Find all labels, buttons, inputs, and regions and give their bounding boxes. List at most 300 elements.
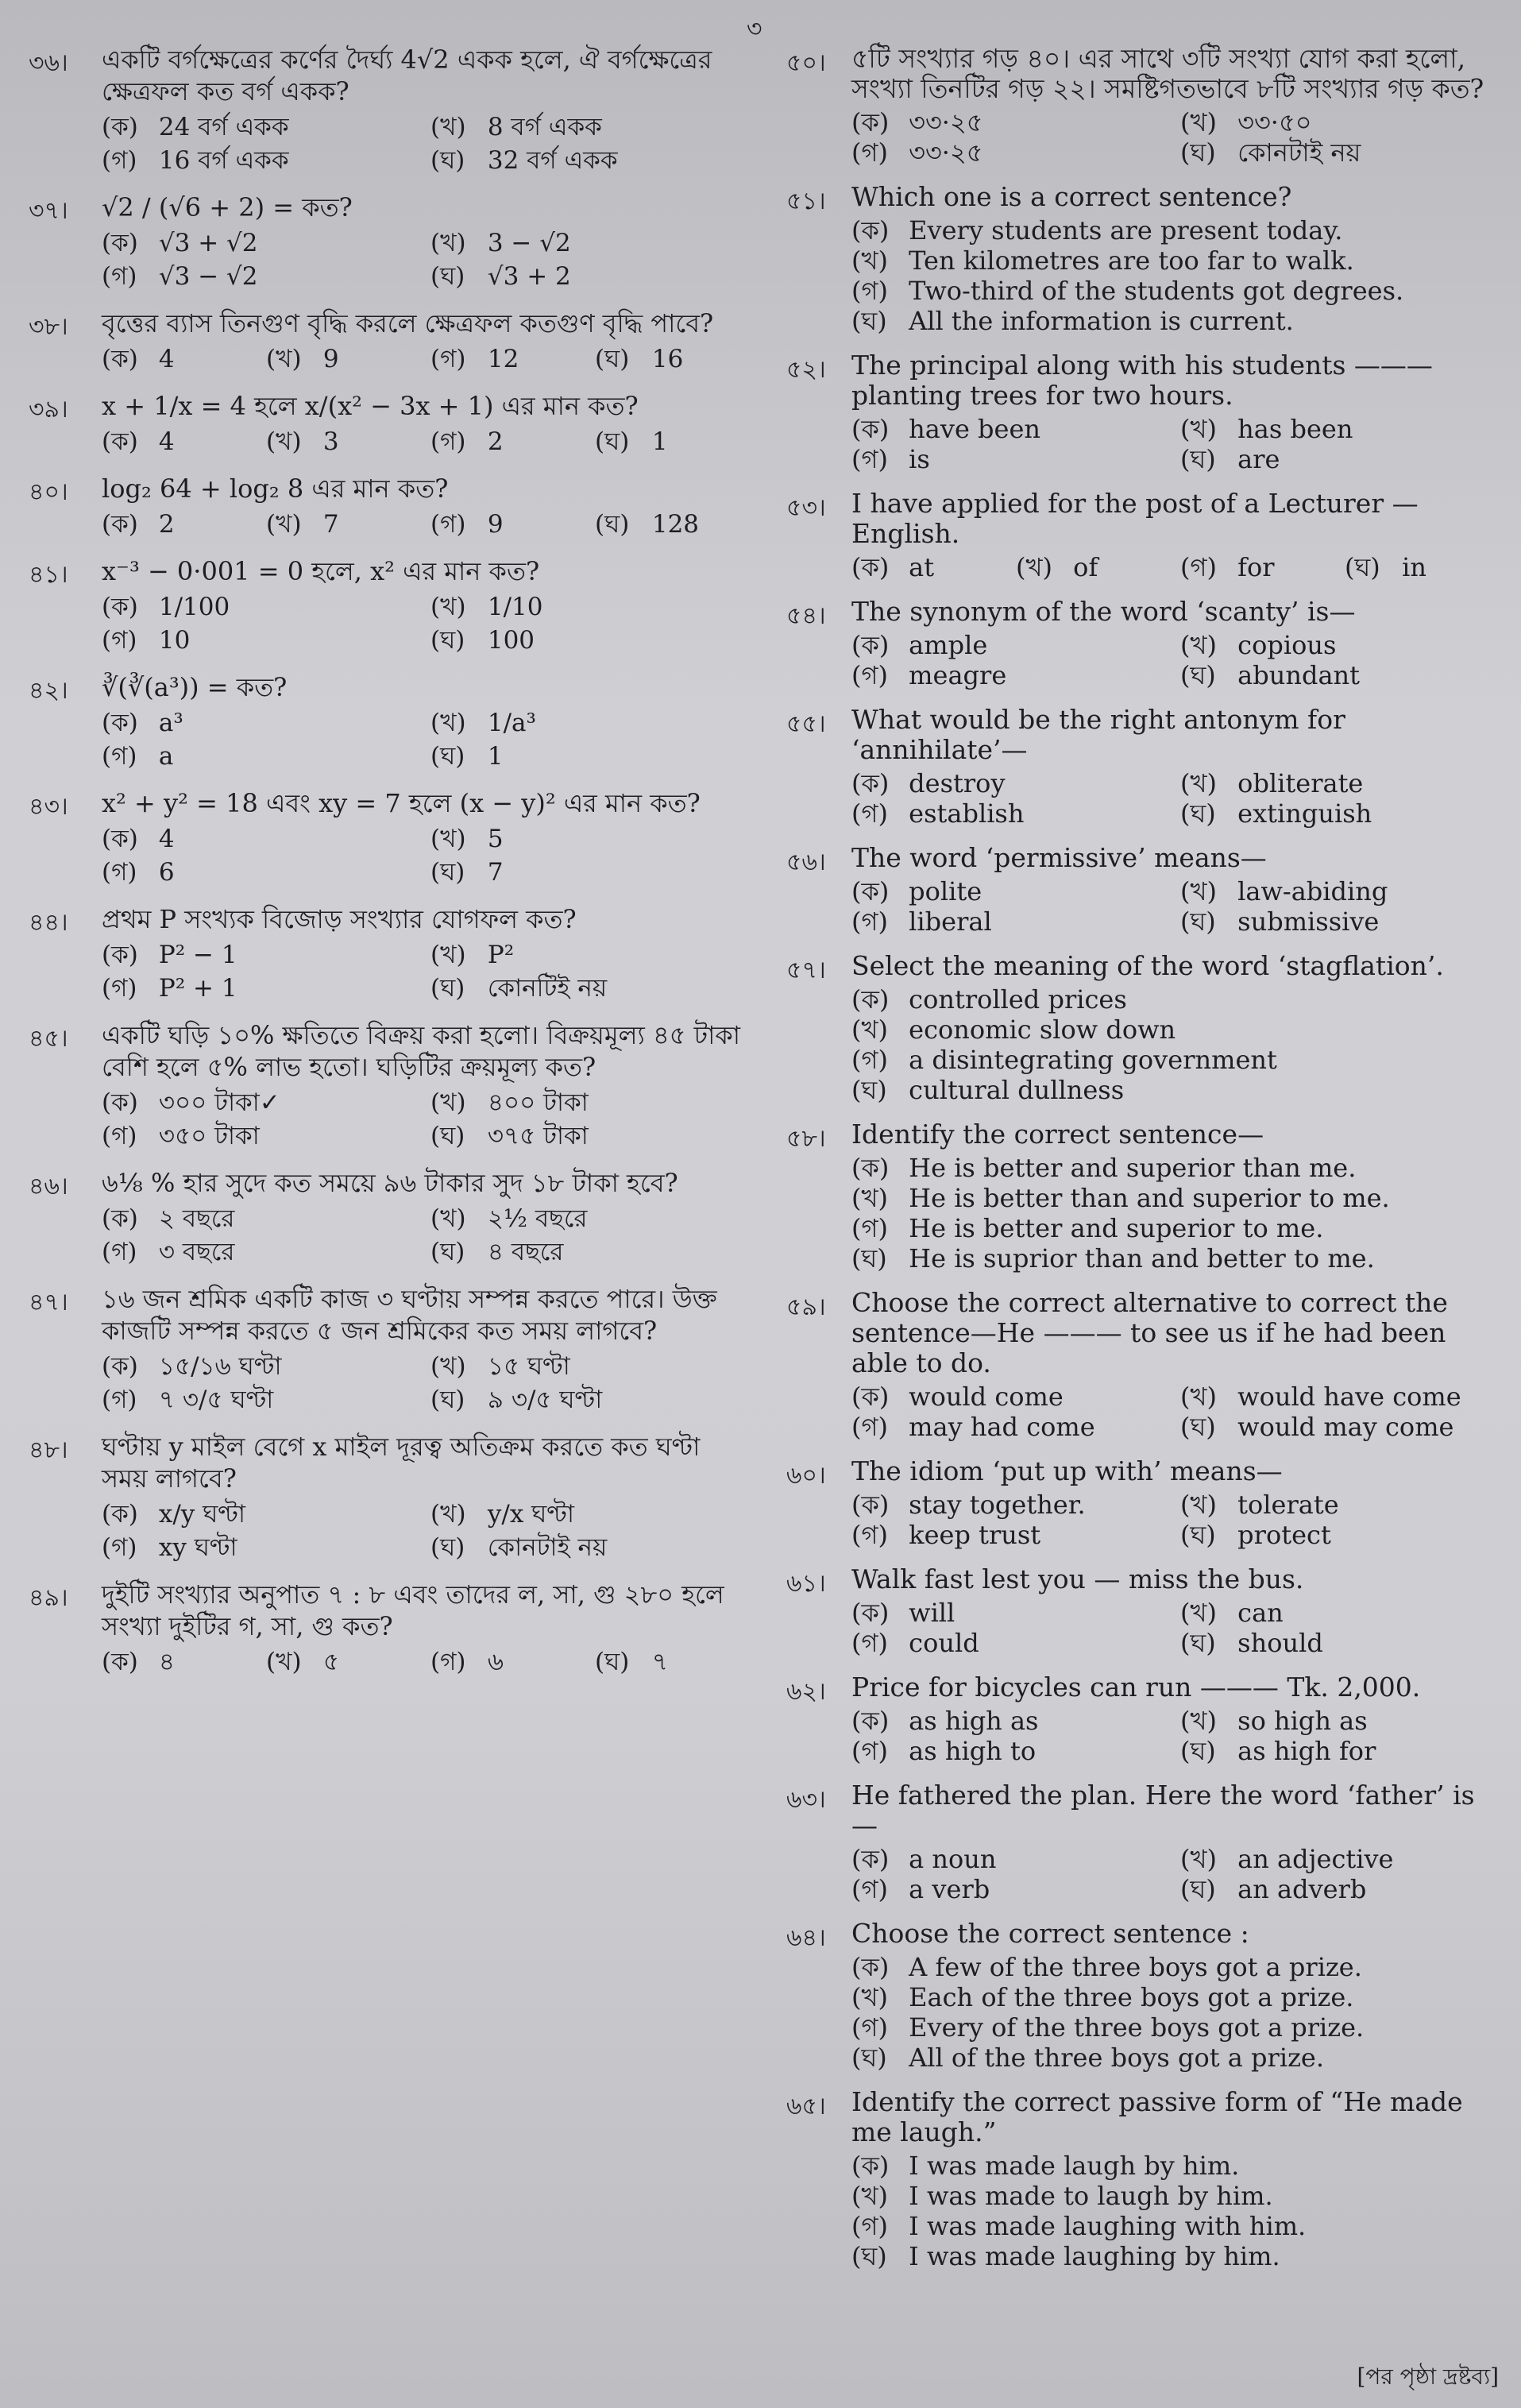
option-text: a [158, 742, 174, 771]
question-number: ৫১। [786, 187, 826, 215]
options-list [851, 768, 1493, 829]
options-list [102, 706, 743, 773]
option-label: (ক) [851, 215, 890, 245]
option [851, 1382, 1164, 1412]
option-text: P² [487, 941, 515, 969]
option [1180, 1874, 1493, 1904]
option-text: Every students are present today. [909, 215, 1343, 245]
option-label: (খ) [430, 1500, 466, 1529]
option [595, 508, 743, 541]
option-text: A few of the three boys got a prize. [909, 1952, 1362, 1982]
option [595, 342, 743, 376]
question-number: ৫৪। [786, 602, 826, 630]
option-label: (ক) [102, 345, 138, 373]
option-label: (গ) [851, 276, 888, 306]
option [102, 972, 415, 1005]
option [266, 1645, 415, 1679]
option [102, 1498, 415, 1531]
option-label: (ক) [851, 768, 890, 798]
options-list [851, 1382, 1493, 1442]
question-number: ৬২। [786, 1678, 826, 1706]
option [851, 1183, 1493, 1213]
option [1180, 630, 1493, 660]
option [102, 260, 415, 293]
question-number: ৪৯। [29, 1584, 68, 1612]
option-text: কোনটাই নয় [487, 1533, 608, 1562]
option-label: (গ) [102, 1533, 137, 1562]
question [29, 307, 743, 376]
options-list [851, 984, 1493, 1105]
option [430, 1645, 579, 1679]
question-number: ৫৮। [786, 1125, 826, 1153]
option [1180, 1736, 1493, 1766]
option-label: (ক) [851, 2151, 890, 2181]
option-text: are [1237, 444, 1280, 474]
question-text: x + 1/x = 4 হলে x/(x² − 3x + 1) এর মান কত? [102, 391, 639, 421]
question-text: Walk fast lest you — miss the bus. [851, 1563, 1304, 1594]
option-label: (ঘ) [430, 146, 465, 175]
option-text: 1 [651, 427, 668, 456]
option-text: 4 [158, 825, 175, 853]
option-label: (গ) [851, 2211, 888, 2241]
option-text: meagre [909, 660, 1007, 690]
option-label: (ক) [102, 593, 138, 621]
question-text: What would be the right antonym for ‘annihilate’— [851, 704, 1345, 765]
option-label: (গ) [851, 1412, 888, 1442]
option-text: I was made laughing by him. [909, 2241, 1280, 2271]
option-label: (ঘ) [1180, 137, 1216, 168]
option-label: (ক) [851, 1598, 890, 1628]
option [430, 1202, 743, 1235]
question-text: Price for bicycles can run ——— Tk. 2,000. [851, 1672, 1421, 1703]
option-label: (ঘ) [1180, 1736, 1216, 1766]
option-text: I was made laughing with him. [909, 2211, 1307, 2241]
option-text: has been [1237, 414, 1353, 444]
question-text: ১৬ জন শ্রমিক একটি কাজ ৩ ঘণ্টায় সম্পন্ন করতে পারে। উক্ত কাজটি সম্পন্ন করতে ৫ জন শ্রমিকের কত সময় লাগবে? [102, 1284, 717, 1346]
option [1180, 1520, 1493, 1550]
option [851, 2151, 1493, 2181]
question-text: একটি বর্গক্ষেত্রের কর্ণের দৈর্ঘ্য 4√2 একক হলে, ঐ বর্গক্ষেত্রের ক্ষেত্রফল কত বর্গ একক? [102, 44, 712, 106]
option [1180, 906, 1493, 937]
option [851, 768, 1164, 798]
question-text: Select the meaning of the word ‘stagflation’. [851, 950, 1444, 981]
question [29, 903, 743, 1005]
option [851, 876, 1164, 906]
option-label: (গ) [102, 1122, 137, 1150]
question-text: He fathered the plan. Here the word ‘father’ is— [851, 1780, 1475, 1841]
option-label: (ক) [102, 510, 138, 539]
question [29, 1283, 743, 1417]
option-text: will [909, 1598, 955, 1628]
option [102, 938, 415, 972]
option [851, 798, 1164, 829]
option-text: কোনটিই নয় [487, 974, 608, 1003]
option [102, 856, 415, 889]
option [102, 144, 415, 177]
question-text: Choose the correct alternative to correct the sentence—He ——— to see us if he had been able to do. [851, 1287, 1448, 1378]
question-text: প্রথম P সংখ্যক বিজোড় সংখ্যার যোগফল কত? [102, 904, 577, 934]
option-text: in [1402, 552, 1427, 582]
option-text: ৩০০ টাকা✓ [158, 1088, 280, 1117]
option-label: (খ) [1180, 107, 1217, 137]
left-column [29, 44, 743, 1693]
options-list [102, 425, 743, 458]
option-label: (খ) [430, 1352, 466, 1381]
option-text: should [1237, 1628, 1323, 1658]
option-text: Every of the three boys got a prize. [909, 2012, 1365, 2043]
option-text: 9 [322, 345, 339, 373]
option-label: (ক) [851, 1844, 890, 1874]
option-label: (ঘ) [851, 306, 887, 336]
option-text: 128 [651, 510, 700, 539]
question [29, 191, 743, 293]
option-label: (খ) [266, 345, 302, 373]
question-text: ৬⅛ % হার সুদে কত সময়ে ৯৬ টাকার সুদ ১৮ টাকা হবে? [102, 1168, 678, 1198]
options-list [851, 414, 1493, 474]
option-label: (ক) [102, 1648, 138, 1676]
question-text: x² + y² = 18 এবং xy = 7 হলে (x − y)² এর মান কত? [102, 788, 701, 818]
option-text: P² − 1 [158, 941, 237, 969]
option-text: ২½ বছরে [487, 1204, 588, 1233]
option-label: (খ) [430, 709, 466, 737]
option-label: (ক) [851, 552, 890, 582]
option-label: (খ) [1016, 552, 1052, 582]
options-list [102, 226, 743, 293]
question [786, 1672, 1493, 1766]
option-label: (গ) [102, 742, 137, 771]
option [102, 1235, 415, 1269]
option [430, 226, 743, 260]
question-number: ৪৬। [29, 1173, 68, 1200]
option-text: I was made laugh by him. [909, 2151, 1240, 2181]
option-label: (ক) [851, 107, 890, 137]
option-label: (ক) [102, 229, 138, 257]
option [851, 414, 1164, 444]
option-text: would come [909, 1382, 1064, 1412]
option-text: ৩ বছরে [158, 1238, 235, 1266]
option-text: economic slow down [909, 1015, 1176, 1045]
option-label: (ঘ) [430, 626, 465, 655]
option [851, 2043, 1493, 2073]
question [786, 705, 1493, 829]
option-text: an adjective [1237, 1844, 1394, 1874]
option-label: (ঘ) [1180, 660, 1216, 690]
option [1345, 552, 1493, 582]
option-label: (গ) [102, 1238, 137, 1266]
question-number: ৬১। [786, 1570, 826, 1598]
options-list [102, 1498, 743, 1564]
option [102, 740, 415, 773]
option-text: ৫ [322, 1648, 339, 1676]
option [851, 1153, 1493, 1183]
option-text: Ten kilometres are too far to walk. [909, 245, 1354, 276]
option-label: (ক) [102, 1352, 138, 1381]
options-list [851, 630, 1493, 690]
option [102, 1119, 415, 1153]
option [851, 215, 1493, 245]
option-label: (ঘ) [851, 1243, 887, 1274]
option-text: extinguish [1237, 798, 1372, 829]
question-number: ৪৭। [29, 1289, 68, 1316]
option [430, 1383, 743, 1417]
question-text: log₂ 64 + log₂ 8 এর মান কত? [102, 473, 449, 504]
question [29, 1019, 743, 1153]
question-number: ৪৫। [29, 1025, 68, 1053]
option [102, 342, 250, 376]
option-text: √3 + √2 [158, 229, 258, 257]
option [102, 624, 415, 657]
option [595, 425, 743, 458]
question-number: ৫৭। [786, 957, 826, 984]
option-label: (গ) [102, 146, 137, 175]
option [430, 856, 743, 889]
option-label: (গ) [430, 510, 466, 539]
options-list [851, 552, 1493, 582]
option-text: at [909, 552, 935, 582]
option-label: (গ) [102, 974, 137, 1003]
option-text: 16 [651, 345, 684, 373]
option-label: (খ) [430, 825, 466, 853]
option-text: ৭ ৩/৫ ঘণ্টা [158, 1386, 274, 1414]
option-text: 1 [487, 742, 504, 771]
option [430, 1350, 743, 1383]
option [266, 342, 415, 376]
option-text: an adverb [1237, 1874, 1367, 1904]
question [786, 1456, 1493, 1550]
option-text: 5 [487, 825, 504, 853]
options-list [102, 1645, 743, 1679]
question-text: Identify the correct passive form of “He made me laugh.” [851, 2086, 1463, 2147]
options-list [102, 508, 743, 541]
option-label: (গ) [851, 906, 888, 937]
question-number: ৬৩। [786, 1786, 826, 1814]
option [851, 1412, 1164, 1442]
option [851, 245, 1493, 276]
option [430, 342, 579, 376]
option-label: (গ) [851, 1874, 888, 1904]
right-column [786, 44, 1493, 2286]
question-number: ৬৫। [786, 2093, 826, 2120]
option-label: (খ) [1180, 1490, 1217, 1520]
option [851, 1844, 1164, 1874]
option [851, 906, 1164, 937]
option [102, 590, 415, 624]
option [430, 590, 743, 624]
question [29, 671, 743, 773]
option-text: destroy [909, 768, 1006, 798]
option-text: a³ [158, 709, 183, 737]
option-text: 12 [487, 345, 519, 373]
option [1180, 1382, 1493, 1412]
options-list [851, 2151, 1493, 2271]
option [851, 1045, 1493, 1075]
option-label: (খ) [1180, 1382, 1217, 1412]
option-text: x/y ঘণ্টা [158, 1500, 246, 1529]
option [430, 624, 743, 657]
option-label: (গ) [102, 626, 137, 655]
question [29, 390, 743, 458]
option-text: He is better and superior to me. [909, 1213, 1324, 1243]
option-text: Each of the three boys got a prize. [909, 1982, 1354, 2012]
option-label: (ঘ) [430, 858, 465, 887]
option-text: 6 [158, 858, 175, 887]
option-label: (গ) [851, 1628, 888, 1658]
option-text: of [1073, 552, 1098, 582]
option-label: (খ) [430, 593, 466, 621]
option-text: Two-third of the students got degrees. [909, 276, 1404, 306]
option-text: law-abiding [1237, 876, 1388, 906]
question-number: ৬৪। [786, 1924, 826, 1952]
option [430, 425, 579, 458]
option-text: 3 − √2 [487, 229, 571, 257]
option-label: (গ) [430, 427, 466, 456]
option-label: (ঘ) [1180, 906, 1216, 937]
option-label: (গ) [851, 1045, 888, 1075]
options-list [851, 1598, 1493, 1658]
option-text: y/x ঘণ্টা [487, 1500, 575, 1529]
options-list [851, 1706, 1493, 1766]
question-number: ৫৩। [786, 494, 826, 522]
option-text: He is better and superior than me. [909, 1153, 1357, 1183]
option-label: (ঘ) [1180, 1412, 1216, 1442]
option-text: 3 [322, 427, 339, 456]
question-text: I have applied for the post of a Lecturer — English. [851, 488, 1419, 549]
option-label: (খ) [430, 1088, 466, 1117]
option-label: (খ) [430, 229, 466, 257]
option-text: so high as [1237, 1706, 1368, 1736]
option [430, 1498, 743, 1531]
option-label: (ক) [102, 1500, 138, 1529]
option [851, 276, 1493, 306]
question-number: ৪৮। [29, 1436, 68, 1464]
option-text: as high to [909, 1736, 1037, 1766]
option-label: (ক) [851, 1153, 890, 1183]
option-label: (ঘ) [430, 1238, 465, 1266]
option-text: a verb [909, 1874, 990, 1904]
option [102, 508, 250, 541]
option-text: All of the three boys got a prize. [909, 2043, 1325, 2073]
question [786, 350, 1493, 474]
option-text: 24 বর্গ একক [158, 113, 289, 141]
option [1180, 137, 1493, 168]
option-label: (গ) [102, 1386, 137, 1414]
option-text: He is better than and superior to me. [909, 1183, 1390, 1213]
question-number: ৪৪। [29, 909, 68, 937]
options-list [102, 110, 743, 177]
question-text: বৃত্তের ব্যাস তিনগুণ বৃদ্ধি করলে ক্ষেত্রফল কতগুণ বৃদ্ধি পাবে? [102, 308, 714, 338]
option-label: (খ) [266, 427, 302, 456]
options-list [102, 1350, 743, 1417]
option-label: (খ) [430, 1204, 466, 1233]
question-number: ৩৭। [29, 197, 68, 225]
option [851, 2181, 1493, 2211]
option-label: (ক) [851, 1490, 890, 1520]
option [851, 1706, 1164, 1736]
option [851, 1520, 1164, 1550]
option-text: as high for [1237, 1736, 1376, 1766]
question-number: ৩৬। [29, 49, 68, 77]
option-text: 9 [487, 510, 504, 539]
option-label: (গ) [851, 798, 888, 829]
option-text: ৪ বছরে [487, 1238, 564, 1266]
options-list [102, 342, 743, 376]
question-text: দুইটি সংখ্যার অনুপাত ৭ : ৮ এবং তাদের ল, সা, গু ২৮০ হলে সংখ্যা দুইটির গ, সা, গু কত? [102, 1579, 724, 1641]
option-label: (ক) [102, 113, 138, 141]
option-label: (ঘ) [1180, 798, 1216, 829]
option-text: polite [909, 876, 982, 906]
option [1180, 1844, 1493, 1874]
question-number: ৩৯। [29, 396, 68, 423]
option [266, 425, 415, 458]
option [102, 1531, 415, 1564]
option-text: stay together. [909, 1490, 1086, 1520]
option-text: abundant [1237, 660, 1360, 690]
question [29, 1579, 743, 1679]
option-label: (ঘ) [430, 974, 465, 1003]
option-label: (ঘ) [851, 1075, 887, 1105]
options-list [851, 1490, 1493, 1550]
option-text: is [909, 444, 930, 474]
option-text: ৩৫০ টাকা [158, 1122, 260, 1150]
option-label: (গ) [851, 137, 888, 168]
option [851, 1490, 1164, 1520]
option [1180, 552, 1329, 582]
option-text: submissive [1237, 906, 1380, 937]
question-number: ৩৮। [29, 313, 68, 341]
question [786, 182, 1493, 336]
question [29, 1167, 743, 1269]
option-label: (গ) [851, 2012, 888, 2043]
option-text: কোনটাই নয় [1237, 137, 1361, 168]
option-label: (ক) [102, 941, 138, 969]
option-label: (গ) [851, 1736, 888, 1766]
option-label: (গ) [430, 1648, 466, 1676]
question-text: ∛(∛(a³)) = কত? [102, 672, 288, 702]
option-label: (খ) [1180, 1706, 1217, 1736]
question-text: একটি ঘড়ি ১০% ক্ষতিতে বিক্রয় করা হলো। বিক্রয়মূল্য ৪৫ টাকা বেশি হলে ৫% লাভ হতো। ঘড়িটির ক্রয়মূল্য কত? [102, 1020, 741, 1082]
option-text: cultural dullness [909, 1075, 1125, 1105]
option [102, 1350, 415, 1383]
question-text: ৫টি সংখ্যার গড় ৪০। এর সাথে ৩টি সংখ্যা যোগ করা হলো, সংখ্যা তিনটির গড় ২২। সমষ্টিগতভাবে ৮টি সংখ্যার গড় কত? [851, 43, 1484, 104]
option [851, 2241, 1493, 2271]
option [1180, 660, 1493, 690]
option [430, 740, 743, 773]
option-text: have been [909, 414, 1041, 444]
option-text: ১৫ ঘণ্টা [487, 1352, 570, 1381]
option [102, 425, 250, 458]
option-label: (খ) [1180, 876, 1217, 906]
option-text: ৩৭৫ টাকা [487, 1122, 589, 1150]
question-text: Choose the correct sentence : [851, 1918, 1249, 1949]
option [851, 2012, 1493, 2043]
option-text: would have come [1237, 1382, 1461, 1412]
question-number: ৫২। [786, 356, 826, 384]
option-text: keep trust [909, 1520, 1041, 1550]
option [851, 2211, 1493, 2241]
option-text: a disintegrating government [909, 1045, 1277, 1075]
question [786, 44, 1493, 168]
question-text: Which one is a correct sentence? [851, 181, 1292, 212]
option-text: xy ঘণ্টা [158, 1533, 237, 1562]
options-list [851, 876, 1493, 937]
option-text: 4 [158, 427, 175, 456]
option [102, 110, 415, 144]
option-label: (ক) [851, 1706, 890, 1736]
option-text: 4 [158, 345, 175, 373]
option [1180, 768, 1493, 798]
option-label: (খ) [430, 113, 466, 141]
option [102, 226, 415, 260]
